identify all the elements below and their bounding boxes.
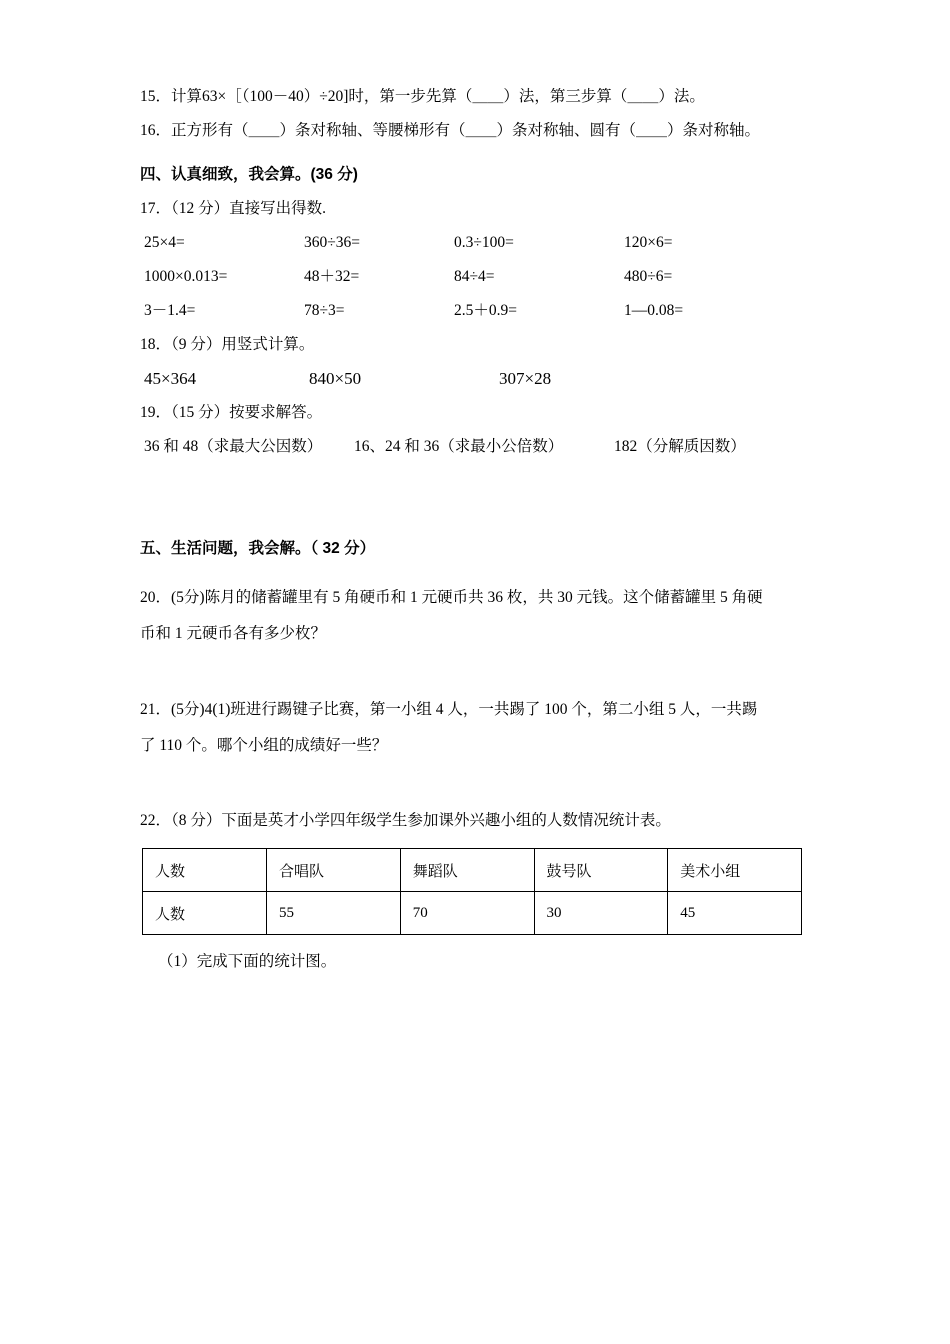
table-header-cell: 鼓号队 [534, 849, 668, 892]
calc-item: 1—0.08= [624, 302, 684, 319]
question-22-label: 22．（8 分）下面是英才小学四年级学生参加课外兴趣小组的人数情况统计表。 [140, 812, 671, 829]
question-17-label: 17．（12 分）直接写出得数. [140, 200, 327, 217]
table-row [143, 892, 802, 935]
question-20-line-1: 20．(5分)陈月的储蓄罐里有 5 角硬币和 1 元硬币共 36 枚，共 30 元钱。这个储蓄罐里 5 角硬 [140, 589, 763, 606]
table-cell: 30 [534, 892, 668, 935]
calc-item: 120×6= [624, 234, 673, 251]
question-17-items [144, 226, 810, 328]
calc-item: 84÷4= [454, 268, 495, 285]
requirement-item: 16、24 和 36（求最小公倍数） [354, 438, 564, 455]
question-21-line-2: 了 110 个。哪个小组的成绩好一些？ [140, 737, 388, 754]
table-header-cell: 合唱队 [267, 849, 401, 892]
requirement-item: 36 和 48（求最大公因数） [144, 438, 323, 455]
question-20-line-2: 币和 1 元硬币各有多少枚？ [140, 625, 327, 642]
question-19-label: 19．（15 分）按要求解答。 [140, 404, 323, 421]
table-header-cell: 人数 [143, 849, 267, 892]
calc-item: 78÷3= [304, 302, 345, 319]
calc-item: 2.5＋0.9= [454, 302, 517, 319]
calc-item: 25×4= [144, 234, 185, 251]
calc-item: 3－1.4= [144, 302, 196, 319]
question-18-items [144, 362, 810, 396]
vertical-calc-item: 840×50 [309, 369, 362, 388]
calc-item: 360÷36= [304, 234, 360, 251]
table-cell: 55 [267, 892, 401, 935]
question-15: 15．计算63×［（100－40）÷20]时，第一步先算（＿＿）法，第三步算（＿＿）法。 [140, 88, 705, 105]
question-16: 16．正方形有（＿＿）条对称轴、等腰梯形有（＿＿）条对称轴、圆有（＿＿）条对称轴。 [140, 122, 761, 139]
requirement-item: 182（分解质因数） [614, 438, 746, 455]
section-5-heading: 五、生活问题，我会解。（ 32 分） [140, 540, 376, 557]
vertical-calc-item: 45×364 [144, 369, 197, 388]
section-4-heading: 四、认真细致，我会算。(36 分) [140, 166, 358, 183]
table-row [143, 849, 802, 892]
table-header-cell: 舞蹈队 [400, 849, 534, 892]
vertical-calc-item: 307×28 [499, 369, 552, 388]
table-header-cell: 美术小组 [668, 849, 802, 892]
calc-item: 480÷6= [624, 268, 673, 285]
calc-item: 1000×0.013= [144, 268, 228, 285]
question-22-sub-1: （1）完成下面的统计图。 [158, 953, 337, 970]
question-20 [140, 580, 810, 652]
table-cell: 45 [668, 892, 802, 935]
question-21-line-1: 21．(5分)4(1)班进行踢键子比赛，第一小组 4 人，一共踢了 100 个，第二小组 5 人，一共踢 [140, 701, 758, 718]
statistics-table [142, 848, 802, 935]
table-cell: 人数 [143, 892, 267, 935]
question-21 [140, 692, 810, 764]
question-18-label: 18．（9 分）用竖式计算。 [140, 336, 315, 353]
calc-item: 48＋32= [304, 268, 360, 285]
calc-item: 0.3÷100= [454, 234, 514, 251]
table-cell: 70 [400, 892, 534, 935]
question-19-items [144, 430, 810, 464]
